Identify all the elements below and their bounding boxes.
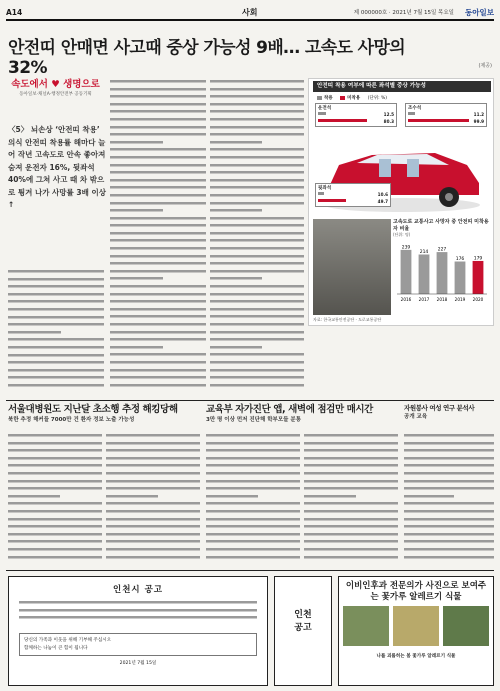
text-line <box>8 367 104 375</box>
text-line <box>110 154 206 162</box>
callout-driver <box>315 103 397 127</box>
text-line <box>106 523 200 531</box>
chart-data-label: 176 <box>455 257 465 263</box>
text-line <box>110 344 163 352</box>
text-line <box>110 108 206 116</box>
text-line <box>106 462 200 470</box>
text-line <box>8 523 102 531</box>
text-line <box>8 508 102 516</box>
article-hacking-title: 서울대병원도 지난달 초소행 추정 해킹당해 <box>8 404 178 415</box>
text-line <box>210 192 304 200</box>
text-line <box>110 116 206 124</box>
text-line <box>404 462 494 470</box>
text-line <box>304 485 398 493</box>
article-volunteer-body <box>404 432 494 566</box>
text-line <box>210 237 304 245</box>
chart-bar <box>419 254 430 294</box>
text-line <box>8 455 102 463</box>
text-line <box>110 253 206 261</box>
section-divider <box>6 400 494 401</box>
chart-data-label: 214 <box>419 249 429 255</box>
text-line <box>210 146 304 154</box>
text-line <box>110 184 206 192</box>
text-line <box>110 367 206 375</box>
text-line <box>106 508 200 516</box>
text-line <box>110 237 206 245</box>
ad-public-notice-body <box>19 599 257 629</box>
text-line <box>404 478 494 486</box>
article-lede: 〈5〉 뇌손상 ‘안전띠 착용’ 의식 안전띠 착용률 해마다 늘어 작년 고속도로 안속 좋아져 숨져 운전자 16%, 뒷좌석 40%에 그쳐 사고 때 차 밖으로 튕겨 나가 사망률 3배 이상↑ <box>8 125 106 209</box>
text-line <box>304 508 398 516</box>
text-line <box>110 260 206 268</box>
text-line <box>8 485 102 493</box>
text-line <box>8 462 102 470</box>
text-line <box>206 516 300 524</box>
text-line <box>8 554 102 562</box>
text-line <box>304 470 398 478</box>
text-line <box>110 374 206 382</box>
driver-worn-value: 12.5 <box>383 112 394 117</box>
chart-tick-label: 2017 <box>418 297 430 302</box>
text-line <box>110 139 163 147</box>
text-line <box>106 538 200 546</box>
rear-worn-value: 10.6 <box>377 192 388 197</box>
text-line <box>106 455 200 463</box>
text-line <box>210 207 262 215</box>
text-line <box>8 500 102 508</box>
text-line <box>210 222 304 230</box>
text-line <box>404 538 494 546</box>
text-line <box>8 531 102 539</box>
text-line <box>8 447 102 455</box>
text-line <box>8 298 104 306</box>
article-volunteer-sub: 공개 교육 <box>404 414 428 420</box>
text-line <box>210 131 304 139</box>
fatality-chart <box>393 219 491 305</box>
text-line <box>304 554 398 562</box>
article-selfcheck-title: 교육부 자가진단 앱, 새벽에 점검만 매시간 <box>206 404 373 415</box>
text-line <box>8 374 104 382</box>
text-line <box>210 336 304 344</box>
article-body-column-2 <box>110 78 206 396</box>
chart-bar <box>437 252 448 294</box>
text-line <box>110 359 206 367</box>
text-line <box>8 516 102 524</box>
text-line <box>304 462 398 470</box>
text-line <box>206 440 300 448</box>
text-line <box>8 321 104 329</box>
text-line <box>404 523 494 531</box>
text-line <box>110 275 163 283</box>
page-header <box>6 6 494 20</box>
chart-svg <box>393 238 491 304</box>
headline-credit: (제공) <box>478 63 492 69</box>
text-line <box>110 177 206 185</box>
infographic-source: 자료: 한국교통안전공단 · 도로교통공단 <box>313 316 382 322</box>
text-line <box>210 108 304 116</box>
text-line <box>106 554 200 562</box>
text-line <box>210 344 262 352</box>
passenger-unworn-value: 99.9 <box>473 119 484 124</box>
chart-unit: (단위: 명) <box>393 232 411 237</box>
chart-bar <box>455 262 466 294</box>
text-line <box>404 516 494 524</box>
ad-public-notice-date: 2021년 7월 15일 <box>119 661 157 666</box>
text-line <box>110 351 206 359</box>
ads-divider <box>6 570 494 571</box>
text-line <box>110 222 206 230</box>
text-line <box>210 139 262 147</box>
section-name: 사회 <box>242 8 258 17</box>
chart-data-label: 179 <box>473 256 483 262</box>
text-line <box>8 470 102 478</box>
text-line <box>8 314 104 322</box>
text-line <box>206 523 300 531</box>
text-line <box>210 169 304 177</box>
text-line <box>110 86 206 94</box>
text-line <box>210 313 304 321</box>
text-line <box>304 538 398 546</box>
text-line <box>110 382 206 390</box>
text-line <box>19 614 257 622</box>
series-title-2: 생명으로 <box>63 79 100 90</box>
text-line <box>404 432 494 440</box>
series-partners: 동아일보·채널A·행정안전부 공동기획 <box>19 92 92 97</box>
text-line <box>106 546 200 554</box>
text-line <box>210 184 304 192</box>
rear-unworn-value: 49.7 <box>377 199 388 204</box>
text-line <box>206 478 300 486</box>
text-line <box>8 276 104 284</box>
text-line <box>210 162 304 170</box>
text-line <box>110 192 206 200</box>
ad-public-notice-title: 인천시 공고 <box>112 585 163 595</box>
ad-public-notice <box>8 576 268 686</box>
infographic-legend <box>317 95 393 101</box>
text-line <box>206 470 300 478</box>
text-line <box>206 538 300 546</box>
article-body-column-3 <box>210 78 304 396</box>
article-selfcheck-body-2 <box>304 432 398 566</box>
callout-rear <box>315 183 391 207</box>
text-line <box>8 538 102 546</box>
ad-allergy-footer: 나를 괴롭히는 봄 꽃가루 알레르기 식물 <box>376 654 456 659</box>
text-line <box>304 432 398 440</box>
text-line <box>304 478 398 486</box>
headline: 안전띠 안매면 사고때 중상 가능성 9배… 고속도 사망의 32% <box>8 38 406 78</box>
text-line <box>110 298 206 306</box>
text-line <box>8 546 102 554</box>
text-line <box>210 116 304 124</box>
text-line <box>206 546 300 554</box>
text-line <box>110 329 206 337</box>
text-line <box>19 599 257 607</box>
header-rule <box>6 19 494 21</box>
text-line <box>210 253 304 261</box>
chart-tick-label: 2016 <box>400 297 412 302</box>
text-line <box>206 485 300 493</box>
text-line <box>304 500 398 508</box>
text-line <box>110 321 206 329</box>
text-line <box>8 359 104 367</box>
text-line <box>106 432 200 440</box>
text-line <box>404 546 494 554</box>
newspaper-logo: 동아일보 <box>465 8 494 17</box>
text-line <box>8 352 104 360</box>
text-line <box>210 101 304 109</box>
text-line <box>206 508 300 516</box>
text-line <box>206 554 300 562</box>
text-line <box>304 523 398 531</box>
infographic-title: 안전띠 착용 여부에 따른 좌석별 중상 가능성 <box>313 81 491 92</box>
text-line <box>110 291 206 299</box>
chart-bar <box>473 261 484 294</box>
text-line <box>210 268 304 276</box>
text-line <box>210 260 304 268</box>
text-line <box>404 554 494 562</box>
chart-bar <box>401 250 412 294</box>
article-volunteer-title: 자원봉사 여성 연구 분석사 <box>404 404 475 412</box>
article-hacking-sub: 북한 추정 해커들 7000만 건 환자 정보 노출 가능성 <box>8 417 135 423</box>
chart-data-label: 227 <box>437 247 447 253</box>
text-line <box>110 283 206 291</box>
page-number: A14 <box>6 8 23 17</box>
text-line <box>404 440 494 448</box>
text-line <box>304 493 356 501</box>
article-selfcheck-body-1 <box>206 432 300 566</box>
text-line <box>304 447 398 455</box>
text-line <box>8 336 104 344</box>
ad-allergy-title: 이비인후과 전문의가 사진으로 보여주는 꽃가루 알레르기 식물 <box>345 581 487 602</box>
text-line <box>106 500 200 508</box>
text-line <box>106 485 200 493</box>
text-line <box>210 306 304 314</box>
chart-tick-label: 2020 <box>472 297 484 302</box>
text-line <box>304 455 398 463</box>
text-line <box>210 374 304 382</box>
passenger-worn-value: 11.2 <box>473 112 484 117</box>
text-line <box>8 493 60 501</box>
callout-passenger <box>405 103 487 127</box>
text-line <box>106 470 200 478</box>
text-line <box>110 124 206 132</box>
chart-tick-label: 2019 <box>454 297 466 302</box>
ad-quote-2: 함께하는 나눔이 큰 힘이 됩니다 <box>24 645 88 651</box>
article-selfcheck <box>206 404 396 424</box>
text-line <box>8 283 104 291</box>
text-line <box>206 531 300 539</box>
text-line <box>206 462 300 470</box>
text-line <box>8 382 104 390</box>
text-line <box>110 162 206 170</box>
text-line <box>110 146 206 154</box>
text-line <box>206 432 300 440</box>
chart-data-label: 239 <box>401 245 411 251</box>
text-line <box>8 344 104 352</box>
text-line <box>404 470 494 478</box>
text-line <box>19 607 257 615</box>
text-line <box>110 313 206 321</box>
text-line <box>210 86 304 94</box>
text-line <box>210 298 304 306</box>
text-line <box>106 440 200 448</box>
ad-small-sub: 공고 <box>294 623 312 633</box>
text-line <box>110 230 206 238</box>
text-line <box>110 215 206 223</box>
text-line <box>404 508 494 516</box>
text-line <box>404 531 494 539</box>
callout-passenger-label: 조수석 <box>408 106 422 111</box>
plant-photos <box>343 606 489 646</box>
ad-allergy-book <box>338 576 494 686</box>
text-line <box>210 177 304 185</box>
legend-unworn: 미착용 <box>347 96 361 101</box>
chart-title: 고속도로 교통사고 사망자 중 안전띠 미착용자 비율 <box>393 219 489 232</box>
article-volunteer <box>404 404 494 421</box>
text-line <box>210 154 304 162</box>
text-line <box>206 493 258 501</box>
text-line <box>110 268 206 276</box>
text-line <box>210 215 304 223</box>
article-hacking-body-1 <box>8 432 102 566</box>
ad-small-title: 인천 <box>294 610 312 620</box>
text-line <box>210 245 304 253</box>
text-line <box>404 500 494 508</box>
text-line <box>110 93 206 101</box>
text-line <box>210 124 304 132</box>
text-line <box>404 485 494 493</box>
legend-worn: 착용 <box>324 96 333 101</box>
chart-tick-label: 2018 <box>436 297 448 302</box>
text-line <box>106 531 200 539</box>
text-line <box>110 200 206 208</box>
text-line <box>210 291 304 299</box>
text-line <box>8 478 102 486</box>
callout-driver-label: 운전석 <box>318 106 332 111</box>
text-line <box>110 306 206 314</box>
callout-rear-label: 뒷좌석 <box>318 186 332 191</box>
text-line <box>210 93 304 101</box>
ad-quote-1: 당신의 가족과 이웃을 위해 기부해 주십시오 <box>24 638 112 643</box>
text-line <box>210 78 304 86</box>
text-line <box>210 329 304 337</box>
text-line <box>206 500 300 508</box>
ad-small-notice <box>274 576 332 686</box>
text-line <box>210 382 304 390</box>
text-line <box>304 516 398 524</box>
text-line <box>210 275 262 283</box>
text-line <box>106 493 158 501</box>
text-line <box>110 131 206 139</box>
text-line <box>210 230 304 238</box>
text-line <box>210 321 304 329</box>
text-line <box>210 367 304 375</box>
text-line <box>110 207 163 215</box>
text-line <box>304 546 398 554</box>
text-line <box>404 447 494 455</box>
text-line <box>206 455 300 463</box>
text-line <box>106 447 200 455</box>
infographic-unit: (단위: %) <box>367 96 388 101</box>
text-line <box>106 516 200 524</box>
text-line <box>304 531 398 539</box>
text-line <box>8 306 104 314</box>
text-line <box>304 440 398 448</box>
text-line <box>210 351 304 359</box>
accident-photo <box>313 219 391 315</box>
article-selfcheck-sub: 3만 명 이상 먼저 진단해 학부모들 분통 <box>206 417 302 423</box>
text-line <box>110 78 206 86</box>
text-line <box>404 455 494 463</box>
text-line <box>110 101 206 109</box>
text-line <box>8 440 102 448</box>
text-line <box>210 359 304 367</box>
text-line <box>210 283 304 291</box>
text-line <box>8 329 61 337</box>
text-line <box>206 447 300 455</box>
driver-unworn-value: 80.3 <box>383 119 394 124</box>
text-line <box>110 245 206 253</box>
series-logo: 속도에서 ♥ 생명으로 동아일보·채널A·행정안전부 공동기획 <box>8 78 103 120</box>
text-line <box>404 493 454 501</box>
article-hacking-body-2 <box>106 432 200 566</box>
ad-quotes-box <box>19 633 257 656</box>
text-line <box>106 478 200 486</box>
infographic <box>308 78 494 326</box>
issue-meta: 제 000000호 · 2021년 7월 15일 목요일 <box>353 10 454 16</box>
text-line <box>8 291 104 299</box>
article-body-column-1 <box>8 268 104 396</box>
text-line <box>110 169 206 177</box>
text-line <box>8 268 104 276</box>
text-line <box>8 432 102 440</box>
text-line <box>110 336 206 344</box>
text-line <box>210 200 304 208</box>
article-hacking <box>8 404 198 424</box>
series-title-1: 속도에서 <box>11 79 48 90</box>
